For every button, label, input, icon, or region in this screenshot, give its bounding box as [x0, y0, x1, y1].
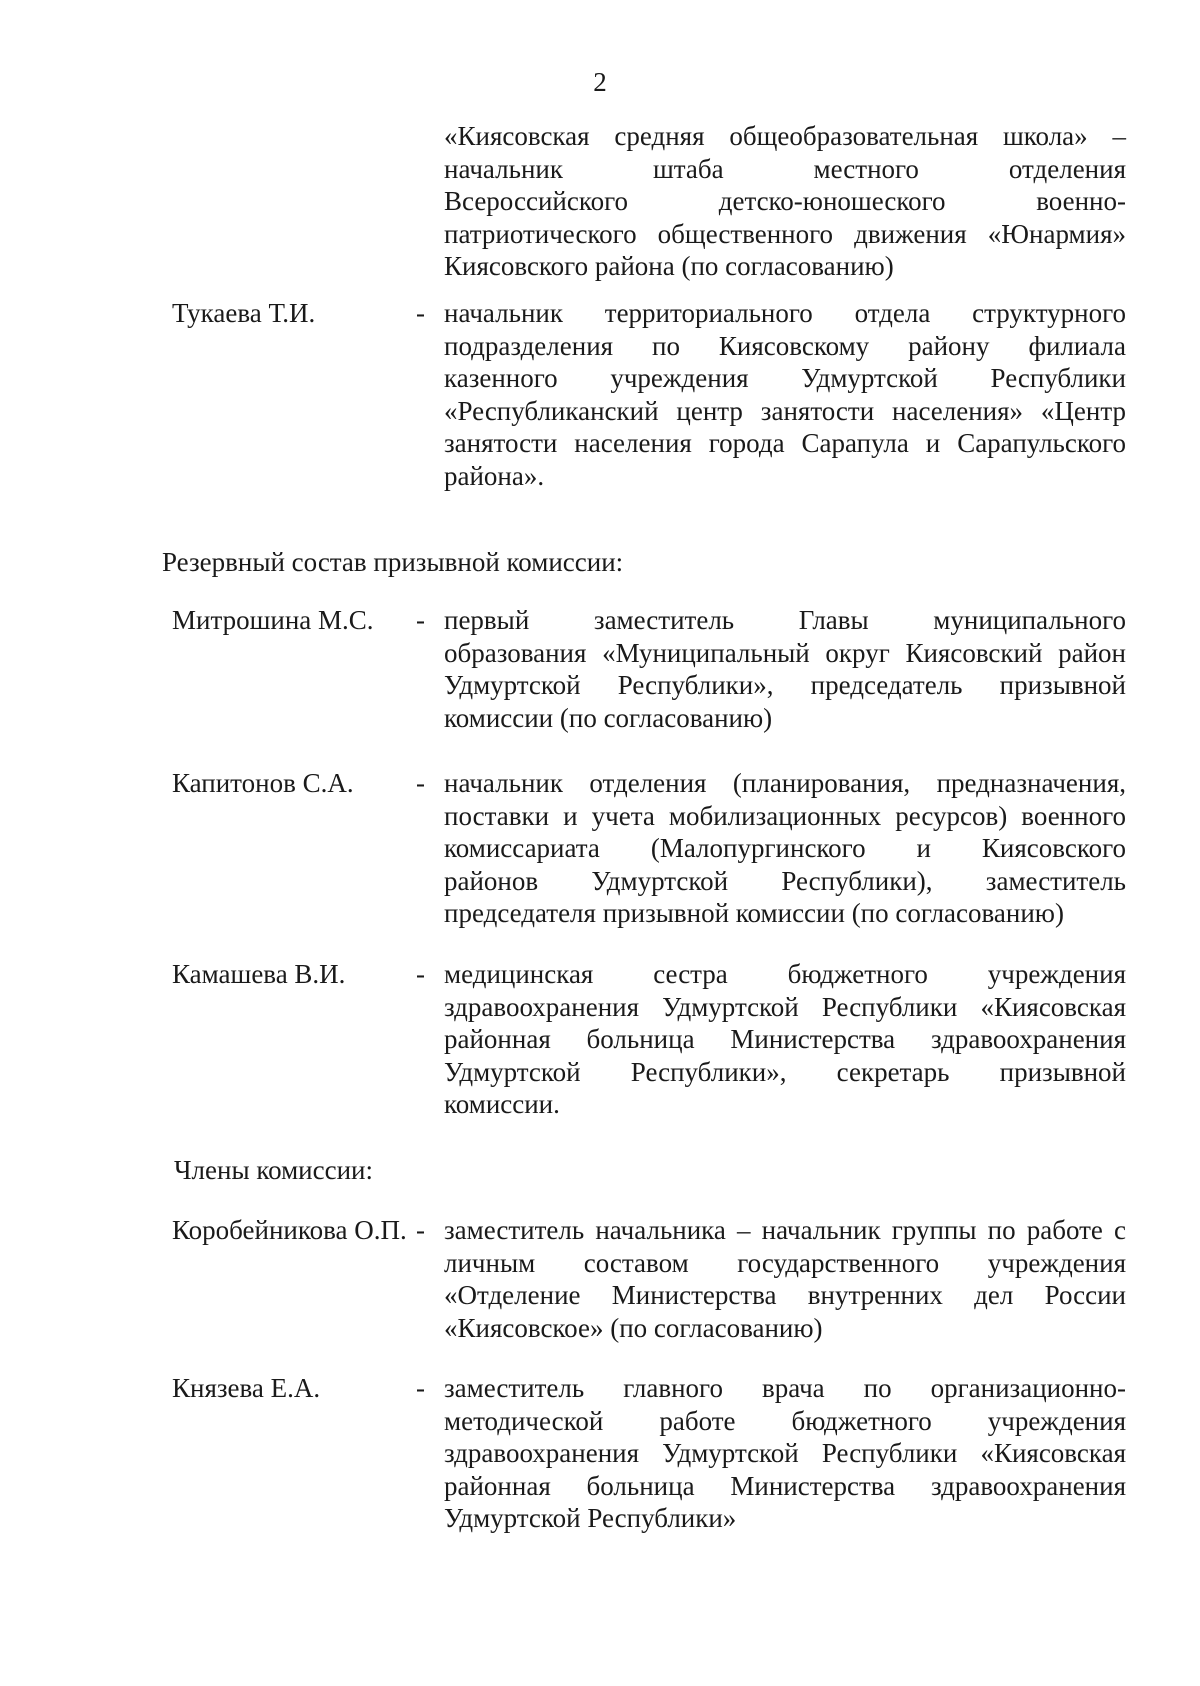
- dash: -: [416, 1373, 425, 1403]
- text-line: района».: [444, 460, 545, 491]
- text-line: районов Удмуртской Республики), заместитель: [444, 865, 1126, 896]
- member-name: Князева Е.А.: [172, 1373, 321, 1403]
- text-line: казенного учреждения Удмуртской Республики: [444, 363, 1126, 393]
- member-name: Камашева В.И.: [172, 959, 346, 989]
- text-line: комиссии (по согласованию): [444, 702, 773, 733]
- text-line: поставки и учета мобилизационных ресурсов) военного: [444, 800, 1126, 831]
- text-line: Киясовского района (по согласованию): [444, 251, 894, 281]
- text-line: первый заместитель Главы муниципального: [444, 605, 1126, 635]
- member-name: Коробейникова О.П.: [172, 1215, 407, 1245]
- text-line: «Республиканский центр занятости населения» «Центр: [444, 395, 1126, 426]
- text-line: заместитель начальника – начальник группы по работе с: [444, 1215, 1126, 1245]
- text-line: «Отделение Министерства внутренних дел России: [444, 1280, 1126, 1310]
- text-line: комиссии.: [444, 1089, 560, 1119]
- text-line: методической работе бюджетного учреждения: [444, 1405, 1126, 1436]
- text-line: Удмуртской Республики», секретарь призывной: [444, 1056, 1126, 1087]
- text-line: начальник территориального отдела структурного: [444, 298, 1126, 328]
- dash: -: [416, 768, 425, 798]
- member-description: [444, 604, 1126, 734]
- member-description: [444, 297, 1126, 492]
- continuation-text: [444, 120, 1126, 283]
- member-description: [444, 958, 1126, 1121]
- member-description: [444, 1372, 1126, 1535]
- text-line: комиссариата (Малопургинского и Киясовского: [444, 833, 1126, 863]
- text-line: патриотического общественного движения «Юнармия»: [444, 218, 1126, 249]
- dash: -: [416, 298, 425, 328]
- text-line: образования «Муниципальный округ Киясовский район: [444, 637, 1126, 668]
- member-name: Капитонов С.А.: [172, 768, 354, 798]
- member-description: [444, 767, 1126, 930]
- member-name: Тукаева Т.И.: [172, 298, 316, 328]
- text-line: здравоохранения Удмуртской Республики «Киясовская: [444, 991, 1126, 1022]
- text-line: «Киясовское» (по согласованию): [444, 1312, 823, 1343]
- member-name: Митрошина М.С.: [172, 605, 374, 635]
- members-heading: Члены комиссии:: [174, 1155, 373, 1185]
- text-line: районная больница Министерства здравоохранения: [444, 1470, 1126, 1501]
- dash: -: [416, 1215, 425, 1245]
- member-description: [444, 1214, 1126, 1344]
- text-line: личным составом государственного учреждения: [444, 1247, 1126, 1278]
- text-line: председателя призывной комиссии (по согласованию): [444, 898, 1064, 928]
- text-line: Всероссийского детско-юношеского военно-: [444, 186, 1126, 216]
- text-line: медицинская сестра бюджетного учреждения: [444, 959, 1126, 989]
- dash: -: [416, 959, 425, 989]
- text-line: занятости населения города Сарапула и Сарапульского: [444, 428, 1126, 458]
- text-line: заместитель главного врача по организационно-: [444, 1373, 1126, 1403]
- text-line: здравоохранения Удмуртской Республики «Киясовская: [444, 1438, 1126, 1468]
- text-line: Удмуртской Республики»: [444, 1503, 737, 1533]
- text-line: начальник штаба местного отделения: [444, 153, 1126, 184]
- text-line: районная больница Министерства здравоохранения: [444, 1024, 1126, 1054]
- dash: -: [416, 605, 425, 635]
- text-line: Удмуртской Республики», председатель призывной: [444, 670, 1126, 700]
- page-number: 2: [593, 67, 607, 97]
- text-line: начальник отделения (планирования, предназначения,: [444, 768, 1126, 798]
- text-line: «Киясовская средняя общеобразовательная школа» –: [444, 121, 1126, 151]
- text-line: подразделения по Киясовскому району филиала: [444, 330, 1126, 361]
- reserve-heading: Резервный состав призывной комиссии:: [162, 547, 624, 577]
